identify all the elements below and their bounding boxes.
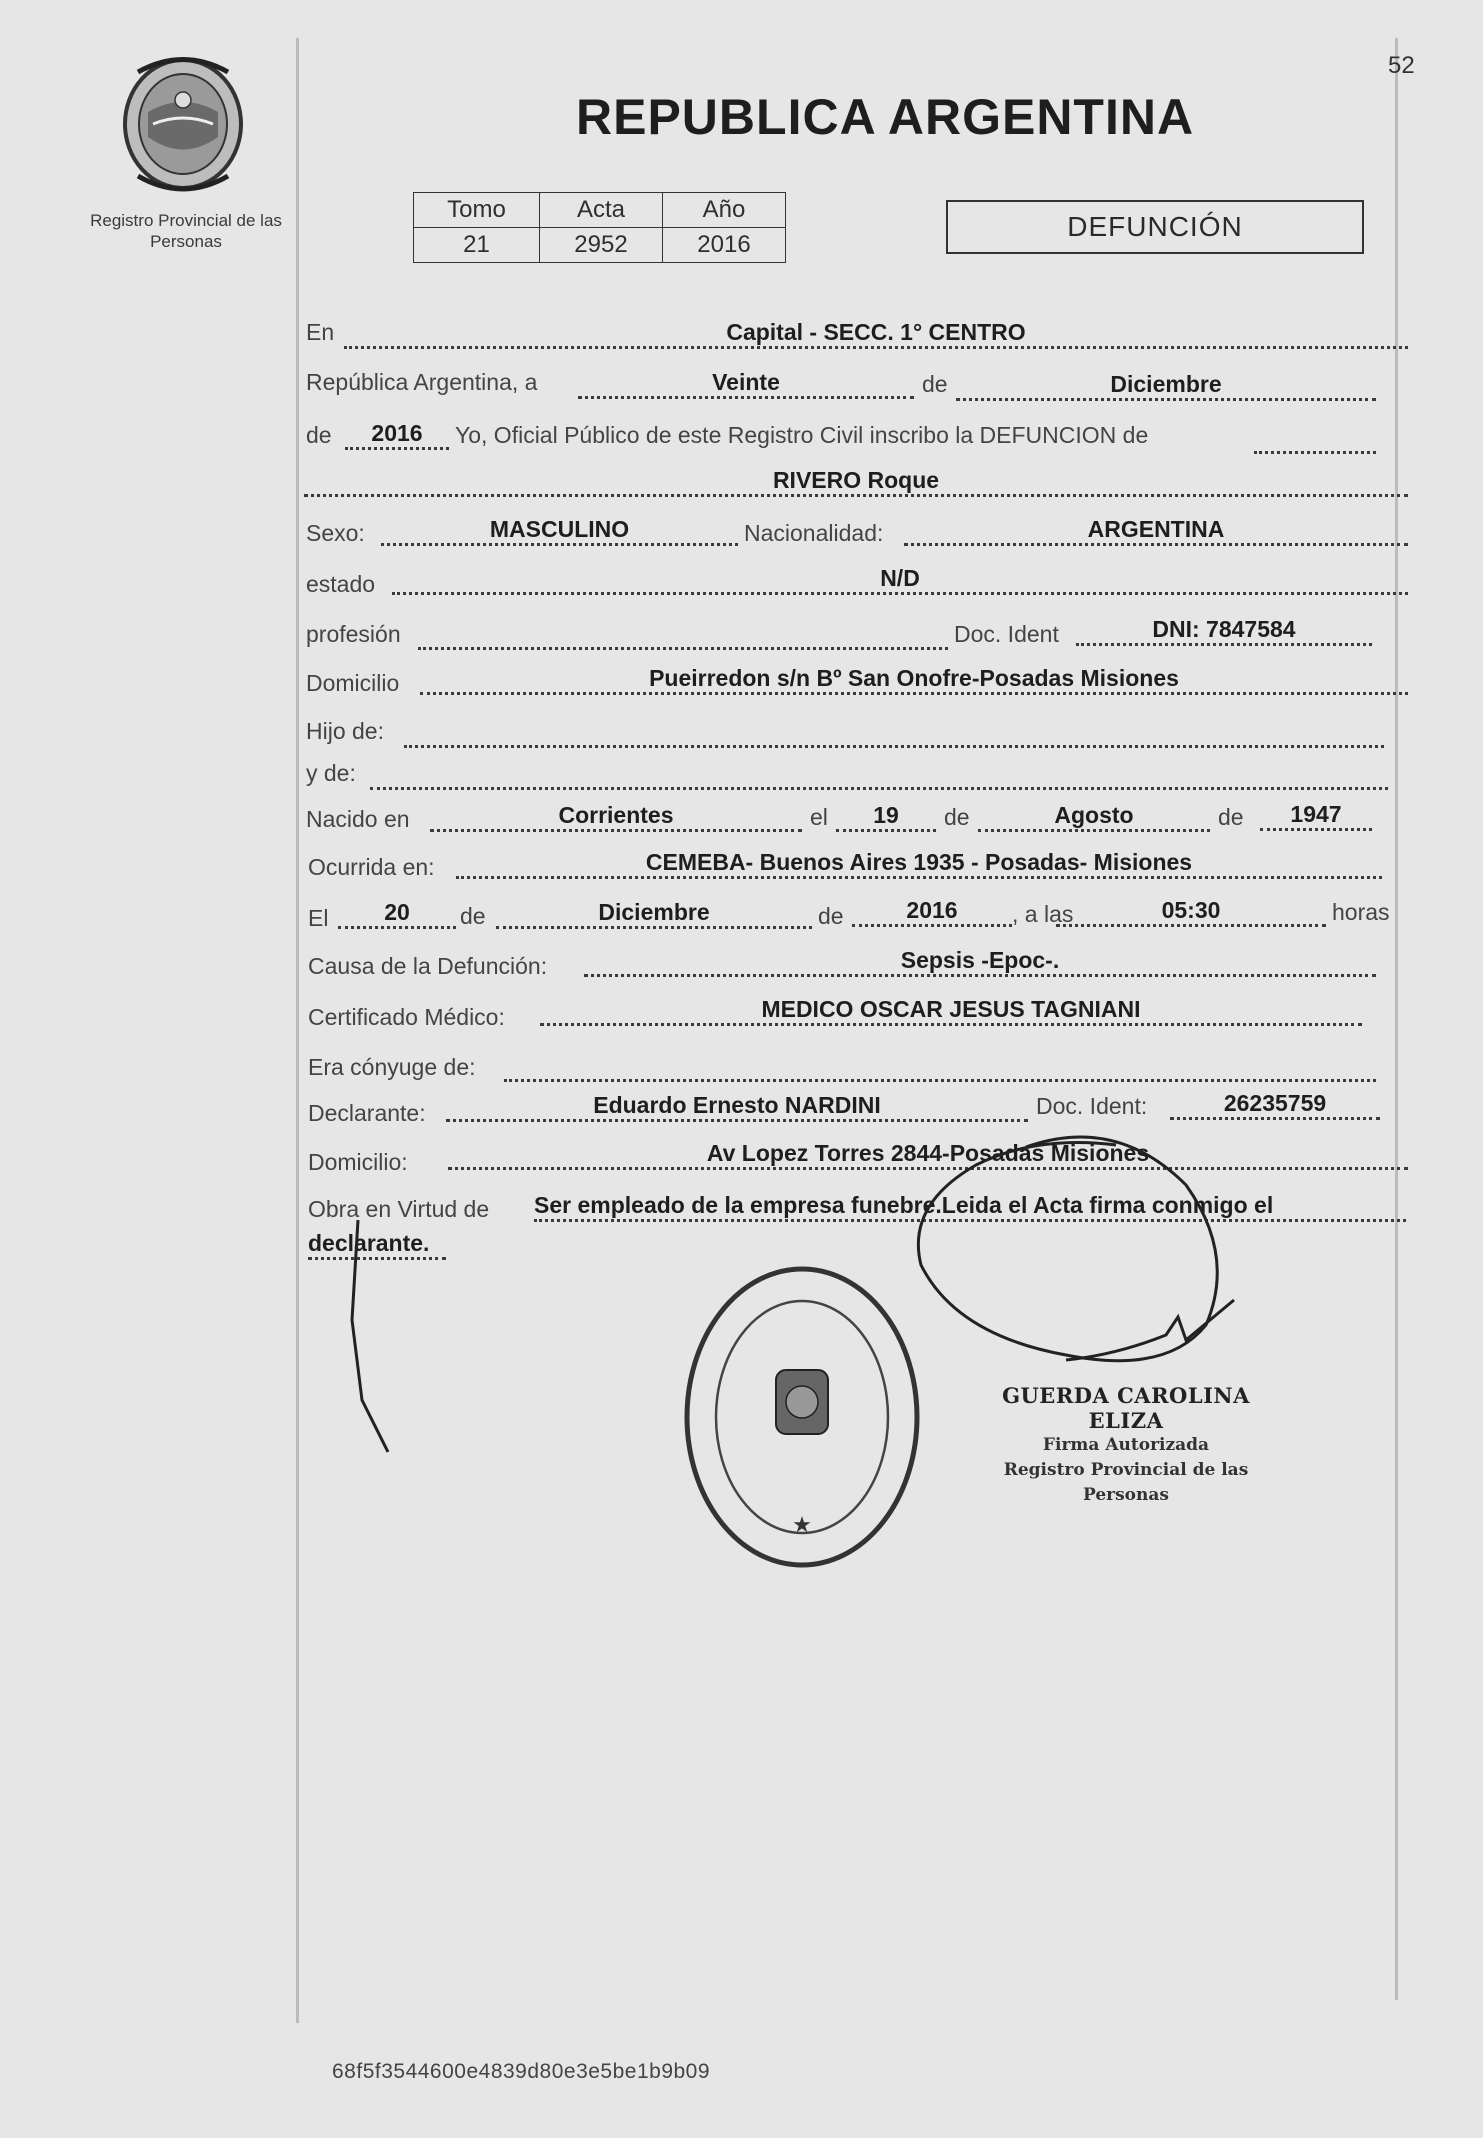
field-dia: Veinte <box>578 368 914 399</box>
label-profesion: profesión <box>306 621 401 647</box>
field-anio: 2016 <box>345 419 449 450</box>
field-obra-2: declarante. <box>308 1229 446 1260</box>
label-a-las: , a las <box>1012 901 1074 927</box>
tomo-value: 21 <box>414 228 540 263</box>
anio-header: Año <box>663 193 786 228</box>
label-certificado: Certificado Médico: <box>308 1004 505 1030</box>
signatory-name: GUERDA CAROLINA ELIZA <box>1002 1383 1250 1433</box>
acta-header: Acta <box>540 193 663 228</box>
field-nac-anio: 1947 <box>1260 800 1372 831</box>
anio-value: 2016 <box>663 228 786 263</box>
tomo-header: Tomo <box>414 193 540 228</box>
label-de-def-2: de <box>818 903 844 929</box>
field-def-anio: 2016 <box>852 896 1012 927</box>
label-causa: Causa de la Defunción: <box>308 953 548 979</box>
label-republica: República Argentina, a <box>306 369 538 395</box>
province-seal-logo <box>118 52 248 192</box>
label-obra: Obra en Virtud de <box>308 1196 490 1222</box>
registry-name: Registro Provincial de las Personas <box>90 211 282 251</box>
label-nacido-en: Nacido en <box>306 806 410 832</box>
record-type-box: DEFUNCIÓN <box>946 200 1364 254</box>
label-horas: horas <box>1332 899 1390 925</box>
label-yo: Yo, Oficial Público de este Registro Civil inscribo la DEFUNCION de <box>455 422 1149 448</box>
pen-stroke-mark <box>340 1200 400 1460</box>
label-el: El <box>308 905 329 931</box>
field-def-dia: 20 <box>338 898 456 929</box>
field-hijo-de <box>404 717 1384 748</box>
label-sexo: Sexo: <box>306 520 365 546</box>
label-declarante: Declarante: <box>308 1100 426 1126</box>
label-decl-doc-ident: Doc. Ident: <box>1036 1093 1148 1119</box>
label-hijo-de: Hijo de: <box>306 718 384 744</box>
official-stamp <box>680 1262 925 1572</box>
field-lugar: Capital - SECC. 1° CENTRO <box>344 318 1408 349</box>
field-def-mes: Diciembre <box>496 898 812 929</box>
signatory-org: Registro Provincial de las Personas <box>1003 1460 1249 1505</box>
document-hash: 68f5f3544600e4839d80e3e5be1b9b09 <box>332 2060 711 2083</box>
left-margin-line <box>296 38 299 2023</box>
handwritten-signature <box>916 1125 1246 1365</box>
field-decl-doc: 26235759 <box>1170 1089 1380 1120</box>
label-de-nac-1: de <box>944 804 970 830</box>
label-conyuge: Era cónyuge de: <box>308 1054 476 1080</box>
svg-text:★: ★ <box>792 1513 812 1538</box>
field-nacido-en: Corrientes <box>430 801 802 832</box>
field-ocurrida-en: CEMEBA- Buenos Aires 1935 - Posadas- Misiones <box>456 848 1382 879</box>
label-doc-ident: Doc. Ident <box>954 621 1059 647</box>
field-blank-1 <box>1254 423 1376 454</box>
label-decl-domicilio: Domicilio: <box>308 1149 408 1175</box>
field-causa: Sepsis -Epoc-. <box>584 946 1376 977</box>
field-nombre: RIVERO Roque <box>304 466 1408 497</box>
field-estado: N/D <box>392 564 1408 595</box>
label-el-nac: el <box>810 804 828 830</box>
label-y-de: y de: <box>306 760 356 786</box>
signatory-role: Firma Autorizada <box>1042 1435 1210 1455</box>
field-decl-domicilio: Av Lopez Torres 2844-Posadas Misiones <box>448 1139 1408 1170</box>
label-domicilio: Domicilio <box>306 670 400 696</box>
field-profesion <box>418 619 948 650</box>
label-de-2: de <box>306 422 332 448</box>
signature-block <box>966 1383 1286 1508</box>
field-certificado: MEDICO OSCAR JESUS TAGNIANI <box>540 995 1362 1026</box>
page-number: 52 <box>1388 52 1415 79</box>
field-domicilio: Pueirredon s/n Bº San Onofre-Posadas Misiones <box>420 664 1408 695</box>
label-nacionalidad: Nacionalidad: <box>744 520 884 546</box>
field-y-de <box>370 759 1388 790</box>
acta-value: 2952 <box>540 228 663 263</box>
field-doc: DNI: 7847584 <box>1076 615 1372 646</box>
label-de-def-1: de <box>460 903 486 929</box>
field-nac-mes: Agosto <box>978 801 1210 832</box>
field-conyuge <box>504 1051 1376 1082</box>
field-nacionalidad: ARGENTINA <box>904 515 1408 546</box>
label-estado: estado <box>306 571 376 597</box>
field-hora: 05:30 <box>1056 896 1326 927</box>
field-nac-dia: 19 <box>836 801 936 832</box>
field-sexo: MASCULINO <box>381 515 738 546</box>
field-obra-1: Ser empleado de la empresa funebre.Leida el Acta firma conmigo el <box>534 1191 1406 1222</box>
label-en: En <box>306 319 335 345</box>
label-de-nac-2: de <box>1218 804 1244 830</box>
record-table <box>413 192 786 263</box>
label-ocurrida-en: Ocurrida en: <box>308 854 435 880</box>
field-mes: Diciembre <box>956 370 1376 401</box>
label-de-1: de <box>922 371 948 397</box>
field-declarante: Eduardo Ernesto NARDINI <box>446 1091 1028 1122</box>
document-title: REPUBLICA ARGENTINA <box>576 89 1195 145</box>
